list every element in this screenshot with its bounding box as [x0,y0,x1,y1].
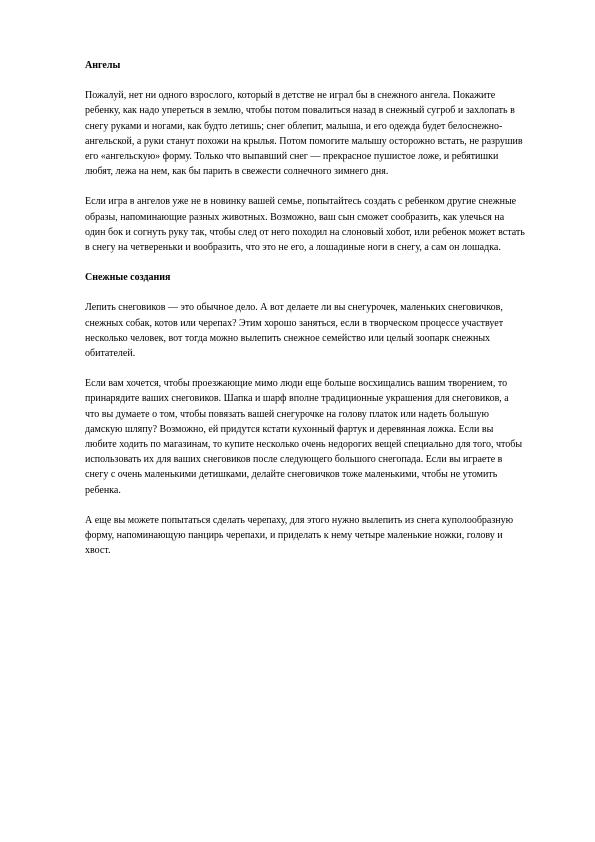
section-heading-angels: Ангелы [85,60,121,71]
paragraph-angels-1: Пожалуй, нет ни одного взрослого, который в детстве не играл бы в снежного ангела. Покажите ребенку, как надо упереться в землю, чтобы потом повалиться назад в снежный сугроб и захлопать в снегу руками и ногами, как будто летишь; снег облепит, малыша, и его одежда будет белоснежно-ангельской, а руки станут похожи на крылья. Потом помогите малышу осторожно встать, не разрушив его «ангельскую» форму. Только что выпавший снег — прекрасное пушистое ложе, и ребятишки любят, лежа на нем, как бы парить в свежести солнечного зимнего дня. [85,90,523,178]
paragraph-angels-2: Если игра в ангелов уже не в новинку вашей семье, попытайтесь создать с ребенком другие снежные образы, напоминающие разных животных. Возможно, ваш сын сможет сообразить, как улечься на один бок и согнуть руку так, чтобы след от него походил на слоновый хобот, или ребенок может встать в снегу на четвереньки и вообразить, что это не его, а лошадиные ноги в снегу, а сам он лошадка. [85,196,525,254]
paragraph-snow-creatures-2: Если вам хочется, чтобы проезжающие мимо люди еще больше восхищались вашим творением, то принарядите ваших снеговиков. Шапка и шарф вполне традиционные украшения для снеговиков, а что вы думаете о том, чтобы повязать вашей снегурочке на голову платок или надеть большую дамскую шляпу? Возможно, ей придутся кстати кухонный фартук и деревянная ложка. Если вы любите ходить по магазинам, то купите несколько очень недорогих вещей специально для того, чтобы использовать их для ваших снеговиков после следующего большого снегопада. Если вы играете в снегу с очень маленькими детишками, делайте снеговичков тоже маленькими, чтобы не утомить ребенка. [85,378,523,496]
paragraph-snow-creatures-3: А еще вы можете попытаться сделать черепаху, для этого нужно вылепить из снега куполообразную форму, напоминающую панцирь черепахи, и приделать к нему четыре маленькие ножки, голову и хвост. [85,514,514,557]
paragraph-snow-creatures-1: Лепить снеговиков — это обычное дело. А вот делаете ли вы снегурочек, маленьких снеговичков, снежных собак, котов или черепах? Этим хорошо заняться, если в творческом процессе участвует несколько человек, вот тогда можно вылепить снежное семейство или целый зоопарк снежных обитателей. [85,302,504,360]
document-body [85,58,525,573]
section-heading-snow-creatures: Снежные создания [85,272,171,284]
